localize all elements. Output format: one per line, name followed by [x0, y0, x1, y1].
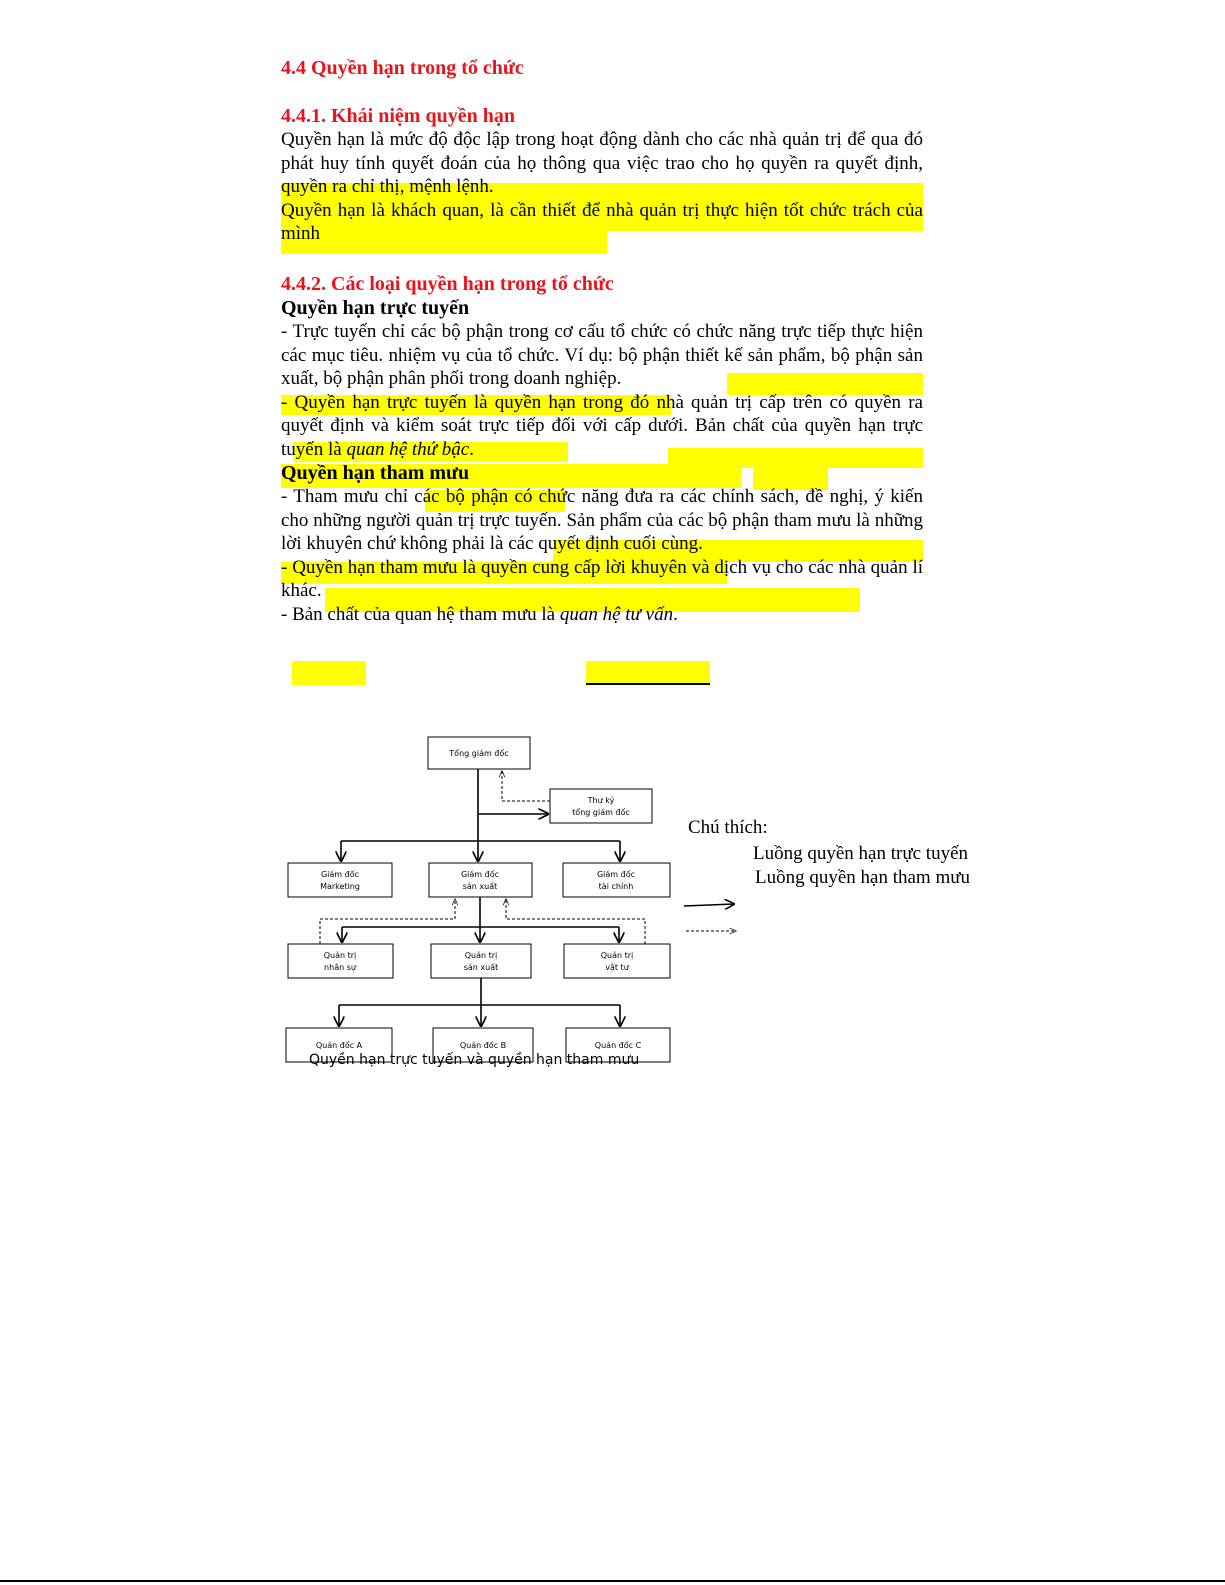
box-marketing-label-2: Marketing [320, 882, 360, 891]
box-materials-label-1: Quản trị [600, 951, 634, 960]
box-hr-label-1: Quản trị [323, 951, 357, 960]
staff-authority-emphasis: quan hệ tư vấn [559, 603, 674, 625]
section-title: 4.4 Quyền hạn trong tổ chức [281, 57, 524, 79]
box-materials-label-2: vật tư [605, 963, 629, 972]
box-ceo-label: Tổng giám đốc [449, 749, 509, 758]
box-marketing-label-1: Giám đốc [320, 870, 360, 879]
box-foreman-a-label: Quản đốc A [315, 1041, 363, 1050]
legend-staff-label: Luồng quyền hạn tham mưu [755, 867, 971, 888]
box-secretary [550, 789, 652, 823]
box-hr-manager [288, 944, 393, 978]
box-marketing-director [288, 863, 392, 897]
line-authority-heading: Quyền hạn trực tuyến [281, 297, 470, 319]
legend-title: Chú thích: [688, 817, 768, 838]
box-production-label-1: Giám đốc [460, 870, 500, 879]
legend-line-label: Luồng quyền hạn trực tuyến [753, 843, 969, 864]
box-prodmgmt-label-2: sản xuất [463, 963, 499, 972]
box-secretary-label-2: tổng giám đốc [572, 808, 630, 817]
line-authority-text: - Quyền hạn trực tuyến là quyền hạn trong đó nhà quản trị cấp trên có quyền ra quyết định và kiểm soát trực tiếp đối với cấp dưới. Bản chất của quyền hạn trực tuyến là [281, 391, 923, 460]
box-finance-label-2: tài chính [598, 882, 634, 891]
box-production-director [429, 863, 532, 897]
paragraph-concept-1: Quyền hạn là mức độ độc lập trong hoạt động dành cho các nhà quản trị để qua đó phát huy tính quyết đoán của họ thông qua việc trao cho họ quyền ra quyết định, quyền ra chỉ thị, mệnh lệnh. [281, 129, 923, 197]
box-prodmgmt-label-1: Quản trị [464, 951, 498, 960]
line-authority-paragraph-1: - Trực tuyến chỉ các bộ phận trong cơ cấu tổ chức có chức năng trực tiếp thực hiện các mục tiêu. nhiệm vụ của tổ chức. Ví dụ: bộ phận thiết kế sản phẩm, bộ phận sản xuất, bộ phận phân phối trong doanh nghiệp. [281, 321, 923, 389]
page-bottom-border [0, 1580, 1225, 1582]
staff-authority-paragraph-3 [281, 603, 923, 627]
staff-authority-heading: Quyền hạn tham mưu [281, 462, 470, 484]
paragraph-concept-2: Quyền hạn là khách quan, là cần thiết để nhà quản trị thực hiện tốt chức trách của mình [281, 199, 923, 244]
staff-authority-text: - Bản chất của quan hệ tham mưu là [281, 603, 560, 625]
box-foreman-c-label: Quản đốc C [594, 1041, 642, 1050]
staff-authority-paragraph-1: - Tham mưu chỉ các bộ phận có chức năng đưa ra các chính sách, đề nghị, ý kiến cho những người quản trị trực tuyến. Sản phẩm của các bộ phận tham mưu là những lời khuyên chứ không phải là các quyết định cuối cùng. [281, 486, 923, 554]
line-authority-paragraph-2 [281, 391, 923, 462]
line-authority-period: . [469, 438, 474, 460]
box-finance-director [563, 863, 670, 897]
box-secretary-label-1: Thư ký [587, 796, 615, 805]
box-hr-label-2: nhân sự [324, 963, 356, 972]
box-foreman-b-label: Quản đốc B [459, 1041, 507, 1050]
line-authority-emphasis: quan hệ thứ bậc [346, 438, 470, 460]
legend-solid-arrow [684, 904, 734, 906]
staff-authority-paragraph-2: - Quyền hạn tham mưu là quyền cung cấp lời khuyên và dịch vụ cho các nhà quản lí khác. [281, 556, 923, 601]
subsection-title-concept: 4.4.1. Khái niệm quyền hạn [281, 105, 515, 127]
box-production-manager [431, 944, 531, 978]
staff-authority-period: . [673, 603, 678, 625]
box-finance-label-1: Giám đốc [596, 870, 636, 879]
box-production-label-2: sản xuất [462, 882, 498, 891]
subsection-title-types: 4.4.2. Các loại quyền hạn trong tổ chức [281, 273, 614, 295]
box-ceo [428, 737, 530, 769]
box-materials-manager [564, 944, 670, 978]
diagram-caption: Quyền hạn trực tuyến và quyền hạn tham mưu [309, 1052, 640, 1068]
